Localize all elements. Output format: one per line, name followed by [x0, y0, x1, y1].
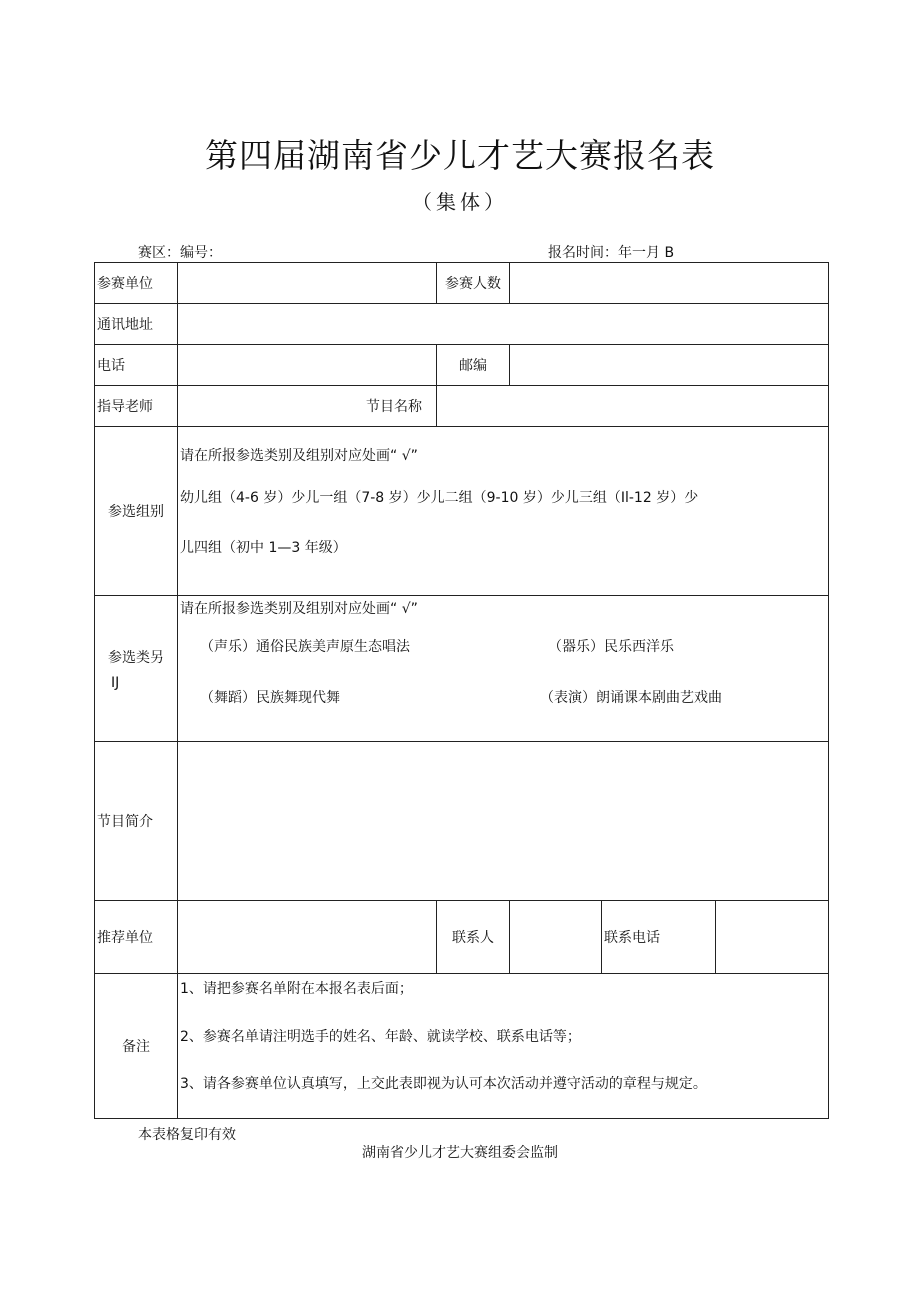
intro-input-cell[interactable]	[178, 742, 829, 901]
contact-input-cell[interactable]	[510, 901, 602, 974]
program-name-label: 节目名称	[178, 386, 437, 427]
category-label-line2: IJ	[111, 674, 120, 691]
count-label: 参赛人数	[437, 263, 510, 304]
teacher-label: 指导老师	[95, 386, 178, 427]
phone-label: 电话	[95, 345, 178, 386]
form-title: 第四届湖南省少儿才艺大赛报名表	[205, 136, 715, 175]
category-instrument: （器乐）民乐西洋乐	[548, 639, 674, 655]
row-phone	[95, 345, 829, 386]
intro-label: 节目简介	[95, 742, 178, 901]
postcode-label: 邮编	[437, 345, 510, 386]
postcode-input-cell[interactable]	[510, 345, 829, 386]
recommend-input-cell[interactable]	[178, 901, 437, 974]
note-1: 1、请把参赛名单附在本报名表后面；	[180, 981, 413, 997]
unit-input-cell[interactable]	[178, 263, 437, 304]
form-subtitle: （集体）	[412, 190, 508, 214]
row-category	[95, 596, 829, 742]
unit-label: 参赛单位	[95, 263, 178, 304]
program-name-input-cell[interactable]	[437, 386, 829, 427]
recommend-label: 推荐单位	[95, 901, 178, 974]
row-group	[95, 427, 829, 596]
category-hint: 请在所报参选类别及组别对应处画“ √”	[180, 601, 418, 617]
note-3: 3、请各参赛单位认真填写，上交此表即视为认可本次活动并遵守活动的章程与规定。	[180, 1076, 707, 1092]
category-perform: （表演）朗诵课本剧曲艺戏曲	[540, 690, 722, 706]
row-intro	[95, 742, 829, 901]
group-hint: 请在所报参选类别及组别对应处画“ √”	[180, 448, 418, 464]
row-unit	[95, 263, 829, 304]
contact-phone-label: 联系电话	[602, 901, 716, 974]
region-number-label: 赛区：编号：	[138, 245, 222, 261]
category-label	[95, 596, 178, 742]
address-input-cell[interactable]	[178, 304, 829, 345]
organizer-credit: 湖南省少儿才艺大赛组委会监制	[362, 1145, 558, 1161]
group-options-line1: 幼儿组（4-6 岁）少儿一组（7-8 岁）少儿二组（9-10 岁）少儿三组（Il-12 岁）少	[180, 490, 699, 506]
phone-input-cell[interactable]	[178, 345, 437, 386]
category-dance: （舞蹈）民族舞现代舞	[200, 690, 340, 706]
note-2: 2、参赛名单请注明选手的姓名、年龄、就读学校、联系电话等；	[180, 1029, 581, 1045]
notes-label: 备注	[95, 974, 178, 1119]
copy-valid-note: 本表格复印有效	[138, 1127, 236, 1143]
row-address	[95, 304, 829, 345]
registration-table	[94, 262, 829, 1119]
category-vocal: （声乐）通俗民族美声原生态唱法	[200, 639, 410, 655]
contact-label: 联系人	[437, 901, 510, 974]
group-label: 参选组别	[95, 427, 178, 596]
row-recommend	[95, 901, 829, 974]
count-input-cell[interactable]	[510, 263, 829, 304]
contact-phone-input-cell[interactable]	[716, 901, 829, 974]
row-notes	[95, 974, 829, 1119]
group-options-line2: 儿四组（初中 1—3 年级）	[180, 540, 347, 556]
category-cell[interactable]	[178, 596, 829, 742]
signup-date-label: 报名时间：年一月 B	[548, 245, 675, 261]
address-label: 通讯地址	[95, 304, 178, 345]
category-label-line1: 参选类另	[108, 649, 164, 666]
group-cell[interactable]	[178, 427, 829, 596]
notes-cell	[178, 974, 829, 1119]
row-teacher	[95, 386, 829, 427]
